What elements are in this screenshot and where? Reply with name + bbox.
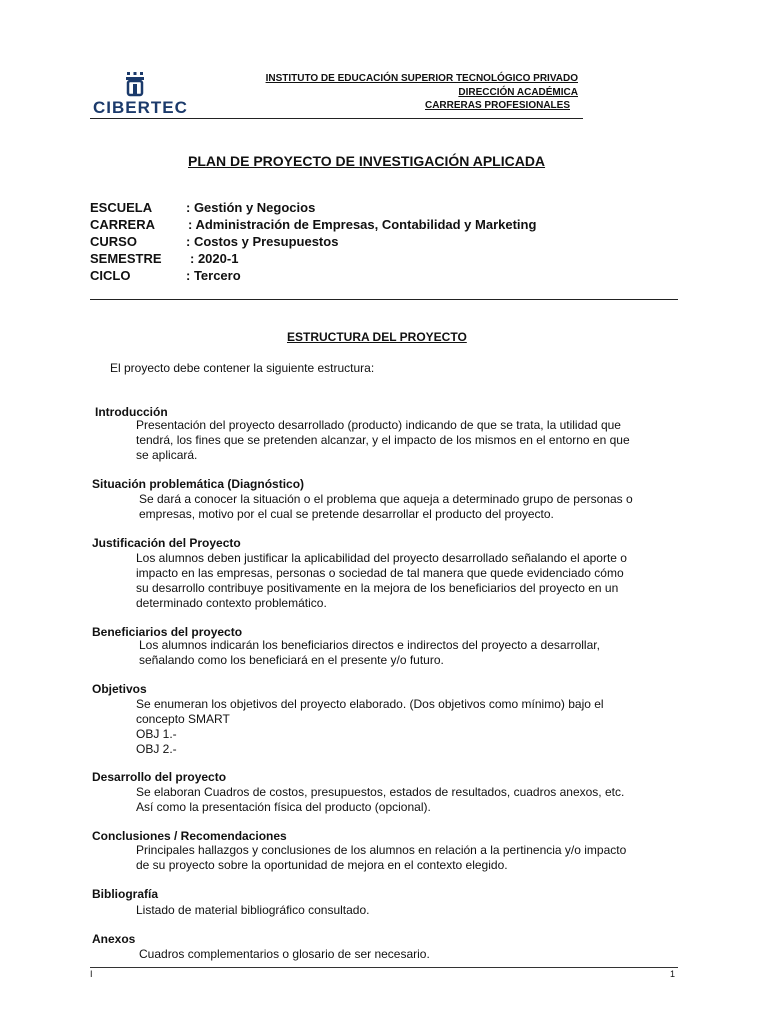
section-heading-beneficiarios: Beneficiarios del proyecto: [92, 625, 243, 639]
cibertec-logo: [93, 72, 188, 120]
body-line: impacto en las empresas, personas o sociedad de tal manera que quede evidenciado cómo: [136, 566, 624, 580]
body-line: Cuadros complementarios o glosario de ser necesario.: [139, 947, 430, 961]
meta-key: CICLO: [90, 268, 131, 283]
section-heading-anexos: Anexos: [92, 932, 136, 946]
body-line: Los alumnos deben justificar la aplicabilidad del proyecto desarrollado señalando el aporte o: [136, 551, 627, 565]
section-heading-bibliografia: Bibliografía: [92, 887, 159, 901]
section-heading-justificacion: Justificación del Proyecto: [92, 536, 241, 550]
meta-value: : Tercero: [186, 268, 241, 283]
page-number: 1: [670, 969, 676, 979]
structure-title: ESTRUCTURA DEL PROYECTO: [287, 330, 467, 344]
section-body-anexos: [139, 947, 676, 962]
intro-text: El proyecto debe contener la siguiente estructura:: [110, 361, 375, 375]
meta-value: : Administración de Empresas, Contabilidad y Marketing: [188, 217, 537, 232]
section-body-situacion: [139, 492, 676, 522]
body-line: Se dará a conocer la situación o el problema que aqueja a determinado grupo de personas o: [139, 492, 633, 506]
meta-value: : 2020-1: [190, 251, 239, 266]
footer-left-mark: I: [90, 969, 93, 979]
section-body-introduccion: [136, 418, 676, 463]
body-line: tendrá, los fines que se pretenden alcanzar, y el impacto de los mismos en el entorno en que: [136, 433, 630, 447]
body-line: OBJ 2.-: [136, 742, 177, 756]
body-line: Listado de material bibliográfico consultado.: [136, 903, 370, 917]
header-divider: [90, 118, 583, 119]
section-heading-conclusiones: Conclusiones / Recomendaciones: [92, 829, 287, 843]
logo-text: CIBERTEC: [93, 98, 188, 117]
meta-value: : Gestión y Negocios: [186, 200, 316, 215]
body-line: Se enumeran los objetivos del proyecto elaborado. (Dos objetivos como mínimo) bajo el: [136, 697, 604, 711]
body-line: OBJ 1.-: [136, 727, 177, 741]
section-heading-objetivos: Objetivos: [92, 682, 147, 696]
institution-line-2: DIRECCIÓN ACADÉMICA: [458, 87, 578, 98]
body-line: Los alumnos indicarán los beneficiarios directos e indirectos del proyecto a desarrollar,: [139, 638, 600, 652]
section-body-objetivos: [136, 697, 676, 757]
body-line: de su proyecto sobre la oportunidad de mejora en el contexto elegido.: [136, 858, 508, 872]
section-heading-introduccion: Introducción: [95, 405, 168, 419]
document-title: PLAN DE PROYECTO DE INVESTIGACIÓN APLICADA: [188, 153, 546, 169]
section-body-desarrollo: [136, 785, 676, 815]
section-body-beneficiarios: [139, 638, 676, 668]
meta-key: CARRERA: [90, 217, 155, 232]
meta-key: SEMESTRE: [90, 251, 162, 266]
body-line: su desarrollo contribuye positivamente en la mejora de los beneficiarios del proyecto en un: [136, 581, 619, 595]
body-line: Se elaboran Cuadros de costos, presupuestos, estados de resultados, cuadros anexos, etc.: [136, 785, 625, 799]
body-line: empresas, motivo por el cual se pretende desarrollar el producto del proyecto.: [139, 507, 554, 521]
section-body-justificacion: [136, 551, 676, 611]
institution-line-3: CARRERAS PROFESIONALES: [424, 100, 570, 111]
body-line: Presentación del proyecto desarrollado (producto) indicando de que se trata, la utilidad que: [136, 418, 621, 432]
section-body-bibliografia: [136, 903, 676, 918]
body-line: Principales hallazgos y conclusiones de los alumnos en relación a la pertinencia y/o impacto: [136, 843, 627, 857]
institution-line-1: INSTITUTO DE EDUCACIÓN SUPERIOR TECNOLÓGICO PRIVADO: [265, 73, 578, 84]
body-line: señalando como los beneficiará en el presente y/o futuro.: [139, 653, 444, 667]
section-heading-desarrollo: Desarrollo del proyecto: [92, 770, 227, 784]
section-heading-situacion: Situación problemática (Diagnóstico): [92, 477, 305, 491]
body-line: se aplicará.: [136, 448, 198, 462]
section-body-conclusiones: [136, 843, 676, 873]
body-line: Así como la presentación física del producto (opcional).: [136, 800, 431, 814]
meta-key: CURSO: [90, 234, 137, 249]
body-line: concepto SMART: [136, 712, 230, 726]
meta-divider: [90, 299, 678, 300]
footer-divider: [90, 967, 678, 968]
meta-key: ESCUELA: [90, 200, 153, 215]
meta-value: : Costos y Presupuestos: [186, 234, 339, 249]
crown-logo-icon: [125, 72, 145, 98]
body-line: determinado contexto problemático.: [136, 596, 327, 610]
